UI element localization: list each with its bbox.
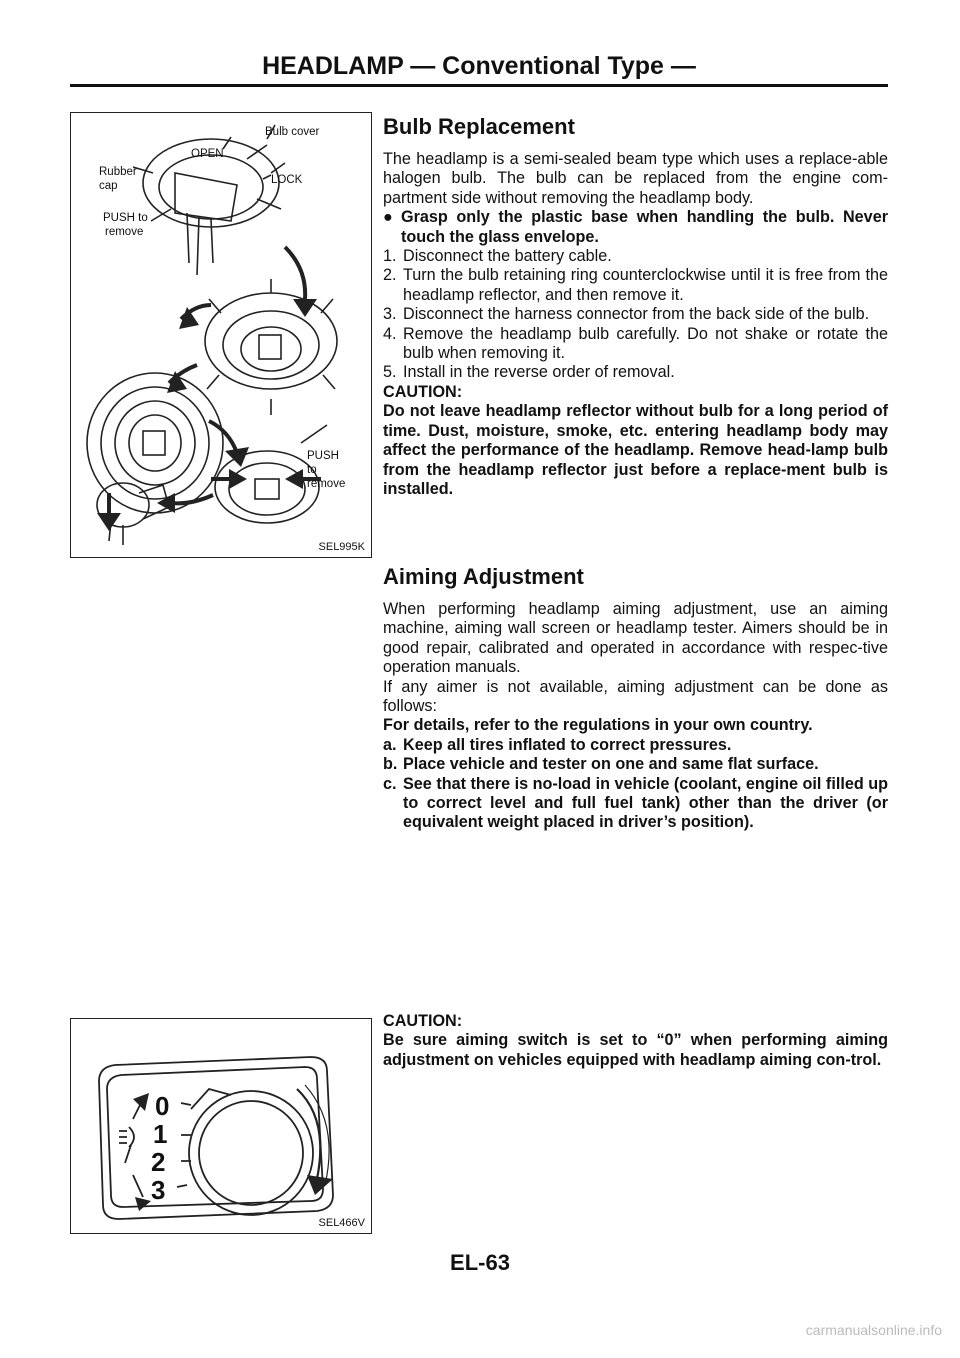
- dial-position-2: 2: [151, 1147, 166, 1177]
- label-push-to-remove-line2: remove: [105, 226, 144, 238]
- caution-label: CAUTION:: [383, 382, 463, 401]
- step-item: [383, 266, 888, 305]
- header-rule: [70, 84, 888, 87]
- step-text: Remove the headlamp bulb carefully. Do not shake or rotate the bulb when removing it.: [403, 324, 888, 363]
- bulb-replacement-illustration: [71, 113, 371, 557]
- bulb-warning-bullet: [383, 208, 888, 247]
- caution-text: Be sure aiming switch is set to “0” when performing aiming adjustment on vehicles equipped with headlamp aiming con-trol.: [383, 1031, 888, 1069]
- dial-position-0: 0: [155, 1091, 170, 1121]
- step-text: Disconnect the battery cable.: [403, 247, 612, 266]
- aiming-switch-illustration: [71, 1019, 371, 1233]
- list-text: Keep all tires inflated to correct pressures.: [403, 735, 732, 754]
- step-text: Turn the bulb retaining ring counterclockwise until it is free from the headlamp reflector, and then remove it.: [403, 266, 888, 304]
- step-number: 4.: [383, 324, 397, 343]
- aiming-caution-section: [383, 1012, 888, 1070]
- bullet-text: Grasp only the plastic base when handling the bulb. Never touch the glass envelope.: [401, 208, 888, 246]
- bulb-replacement-section: [383, 114, 888, 499]
- step-number: 2.: [383, 266, 397, 285]
- label-lock: LOCK: [271, 174, 303, 186]
- step-item: [383, 247, 888, 266]
- list-marker: b.: [383, 755, 398, 774]
- step-text: Disconnect the harness connector from the back side of the bulb.: [403, 305, 870, 324]
- label-push-2-line1: PUSH: [307, 450, 339, 462]
- figure-code: SEL995K: [318, 541, 365, 553]
- page-header: HEADLAMP — Conventional Type —: [262, 52, 696, 80]
- step-item: [383, 363, 888, 382]
- label-rubber-cap-line1: Rubber: [99, 166, 137, 178]
- page-number: EL-63: [450, 1250, 510, 1275]
- watermark: carmanualsonline.info: [805, 1322, 942, 1338]
- list-text: See that there is no-load in vehicle (coolant, engine oil filled up to correct level and full fuel tank) other than the driver (or equivalent weight placed in driver’s position).: [403, 774, 888, 832]
- figure-code: SEL466V: [318, 1217, 365, 1229]
- label-open: OPEN: [191, 148, 224, 160]
- caution-label: CAUTION:: [383, 1012, 463, 1030]
- dial-position-1: 1: [153, 1119, 168, 1149]
- step-item: [383, 325, 888, 364]
- label-rubber-cap-line2: cap: [99, 180, 118, 192]
- aiming-adjustment-section: [383, 564, 888, 833]
- label-bulb-cover: Bulb cover: [265, 126, 320, 138]
- step-item: [383, 305, 888, 324]
- bullet-marker: ●: [383, 208, 393, 227]
- label-push-to-remove-line1: PUSH to: [103, 212, 148, 224]
- label-push-2-line3: remove: [307, 478, 346, 490]
- bulb-replacement-figure: [70, 112, 372, 558]
- step-number: 5.: [383, 363, 397, 382]
- aiming-paragraph-1: When performing headlamp aiming adjustment, use an aiming machine, aiming wall screen or headlamp tester. Aimers should be in good repair, calibrated and operated in accordance with respec-tive operation manuals.: [383, 600, 888, 677]
- section-title-bulb-replacement: Bulb Replacement: [383, 114, 575, 139]
- step-text: Install in the reverse order of removal.: [403, 363, 675, 382]
- aiming-switch-figure: [70, 1018, 372, 1234]
- aiming-paragraph-3: For details, refer to the regulations in your own country.: [383, 716, 813, 735]
- dial-position-3: 3: [151, 1175, 166, 1205]
- section-title-aiming-adjustment: Aiming Adjustment: [383, 564, 584, 589]
- list-marker: c.: [383, 774, 397, 793]
- aiming-list-item: [383, 755, 888, 774]
- bulb-replacement-intro: The headlamp is a semi-sealed beam type which uses a replace-able halogen bulb. The bulb can be replaced from the engine com-partment side without removing the headlamp body.: [383, 150, 888, 207]
- aiming-list-item: [383, 736, 888, 755]
- step-number: 1.: [383, 247, 397, 266]
- list-text: Place vehicle and tester on one and same flat surface.: [403, 755, 819, 774]
- caution-text: Do not leave headlamp reflector without bulb for a long period of time. Dust, moisture, smoke, etc. entering headlamp body may affect the performance of the headlamp. Remove head-lamp bulb from the headlamp reflector just before a replace-ment bulb is installed.: [383, 402, 888, 498]
- aiming-list-item: [383, 775, 888, 833]
- label-push-2-line2: to: [307, 464, 317, 476]
- list-marker: a.: [383, 735, 397, 754]
- aiming-paragraph-2: If any aimer is not available, aiming adjustment can be done as follows:: [383, 677, 888, 716]
- step-number: 3.: [383, 305, 397, 324]
